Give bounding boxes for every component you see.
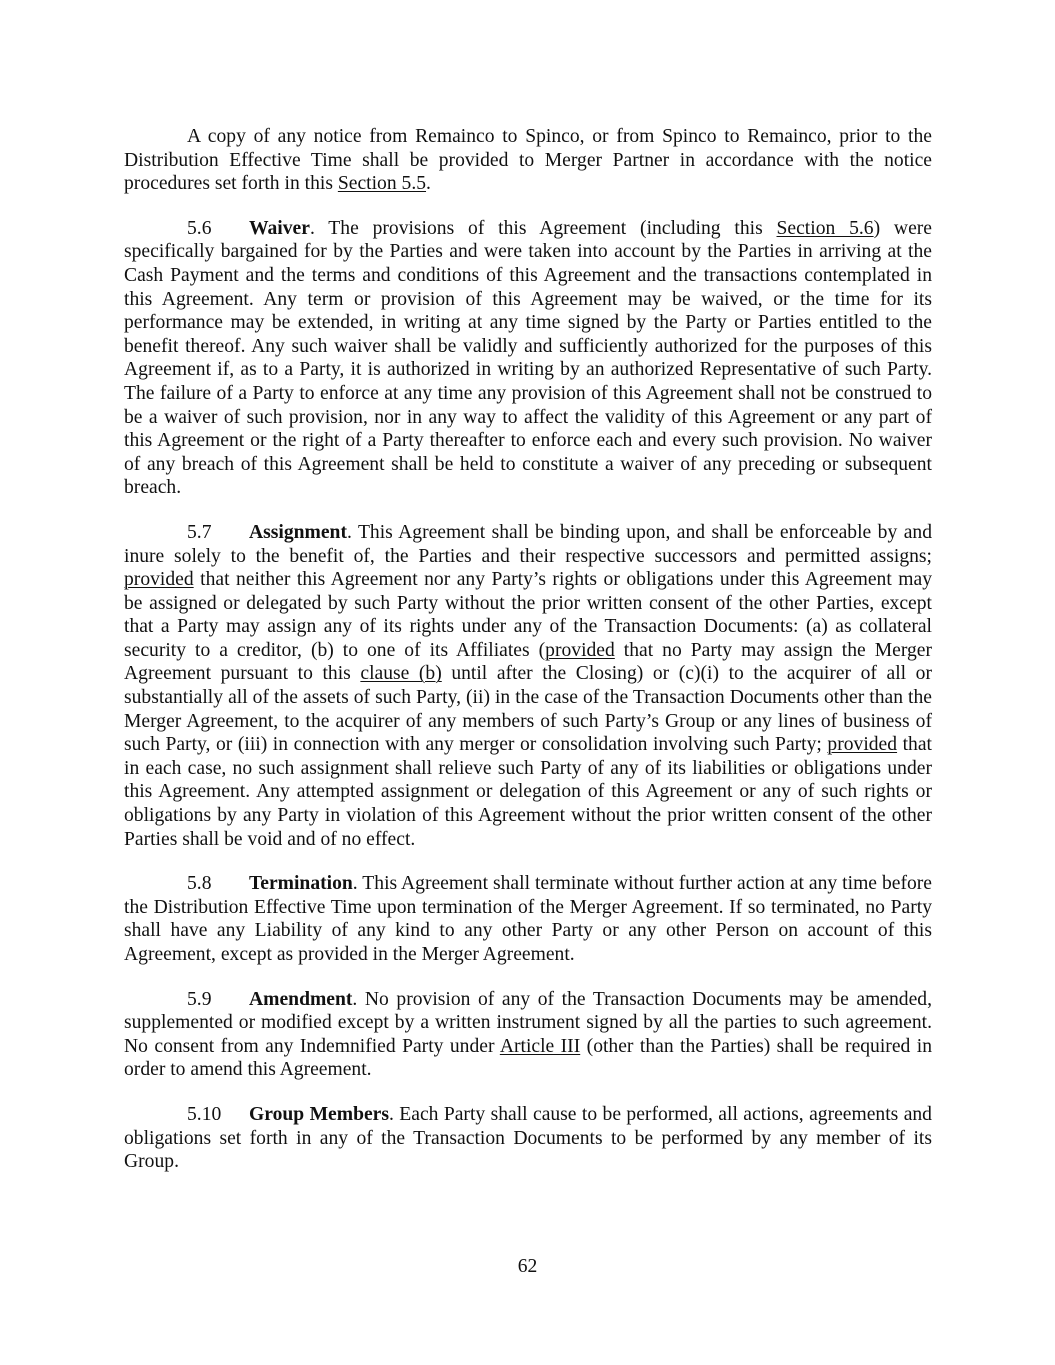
- clause-reference: clause (b): [360, 663, 442, 685]
- paragraph-text: . This Agreement shall be binding upon, and shall be enforceable by and inure solely to the benefit of, the Parties and their respective successors and permitted assigns;: [124, 521, 932, 567]
- section-number: 5.6: [187, 217, 212, 239]
- section-5-9-amendment: [124, 988, 932, 1082]
- section-number: 5.10: [187, 1103, 222, 1125]
- section-heading: Group Members: [249, 1103, 389, 1125]
- paragraph-text: . No provision of any of the Transaction Documents may be amended, supplemented or modified except by a written instrument signed by all the parties to such agreement. No consent from any Indemnified Party under: [124, 988, 932, 1057]
- paragraph-text: A copy of any notice from Remainco to Spinco, or from Spinco to Remainco, prior to the Distribution Effective Time shall be provided to Merger Partner in accordance with the notice procedures set forth in this: [124, 126, 932, 195]
- paragraph-text: that no Party may assign the Merger Agreement pursuant to this: [124, 639, 933, 685]
- section-5-6-waiver: [124, 217, 932, 500]
- paragraph-text: until after the Closing) or (c)(i) to the acquirer of all or substantially all of the assets of such Party, (ii) in the case of the Transaction Documents other than the Merger Agreement, to the acquirer of any members of such Party’s Group or any lines of business of such Party, or (iii) in connection with any merger or consolidation involving such Party;: [124, 663, 933, 756]
- paragraph-text: . The provisions of this Agreement (including this: [309, 217, 777, 239]
- article-reference: Article III: [499, 1035, 581, 1057]
- section-number: 5.8: [187, 873, 212, 895]
- section-reference: Section 5.5: [337, 173, 427, 195]
- paragraph-text: that neither this Agreement nor any Party’s rights or obligations under this Agreement may be assigned or delegated by such Party without the prior written consent of the other Parties, except that a Party may assign any of its rights under any of the Transaction Documents: (a) as collateral security to a creditor, (b) to one of its Affiliates (: [124, 569, 932, 661]
- underlined-term: provided: [124, 569, 194, 591]
- notice-copy-paragraph: [124, 125, 932, 196]
- document-body: [124, 125, 932, 1195]
- section-number: 5.7: [187, 521, 212, 543]
- paragraph-text: . This Agreement shall terminate without further action at any time before the Distribution Effective Time upon termination of the Merger Agreement. If so terminated, no Party shall have any Liability of any kind to any other Party or any other Person on account of this Agreement, except as provided in the Merger Agreement.: [124, 873, 932, 965]
- paragraph-text: .: [426, 173, 431, 195]
- section-heading: Amendment: [249, 988, 353, 1010]
- section-heading: Assignment: [249, 521, 347, 543]
- underlined-term: provided: [545, 639, 615, 661]
- section-5-10-group-members: [124, 1103, 932, 1174]
- section-5-7-assignment: [124, 521, 932, 851]
- paragraph-text: (other than the Parties) shall be required in order to amend this Agreement.: [124, 1035, 932, 1081]
- section-number: 5.9: [187, 988, 212, 1010]
- section-5-8-termination: [124, 872, 932, 966]
- paragraph-text: . Each Party shall cause to be performed, all actions, agreements and obligations set forth in any of the Transaction Documents to be performed by any member of its Group.: [124, 1103, 932, 1173]
- section-heading: Termination: [249, 873, 353, 895]
- paragraph-text: that in each case, no such assignment shall relieve such Party of any of its liabilities or obligations under this Agreement. Any attempted assignment or delegation of this Agreement or any of such rights or obligations by any Party in violation of this Agreement without the prior written consent of the other Parties shall be void and of no effect.: [124, 734, 932, 850]
- section-heading: Waiver: [249, 217, 310, 239]
- section-reference: Section 5.6: [776, 217, 874, 239]
- underlined-term: provided: [827, 734, 898, 756]
- page-number: 62: [517, 1256, 538, 1277]
- paragraph-text: ) were specifically bargained for by the Parties and were taken into account by the Parties in arriving at the Cash Payment and the terms and conditions of this Agreement and the transactions contemplated in this Agreement. Any term or provision of this Agreement may be waived, or the time for its performance may be extended, in writing at any time signed by the Party or Parties entitled to the benefit thereof. Any such waiver shall be validly and sufficiently authorized for the purposes of this Agreement if, as to a Party, it is authorized in writing by an authorized Representative of such Party. The failure of a Party to enforce at any time any provision of this Agreement shall not be construed to be a waiver of such provision, nor in any way to affect the validity of this Agreement or any part of this Agreement or the right of a Party thereafter to enforce each and every such provision. No waiver of any breach of this Agreement shall be held to constitute a waiver of any preceding or subsequent breach.: [124, 217, 932, 499]
